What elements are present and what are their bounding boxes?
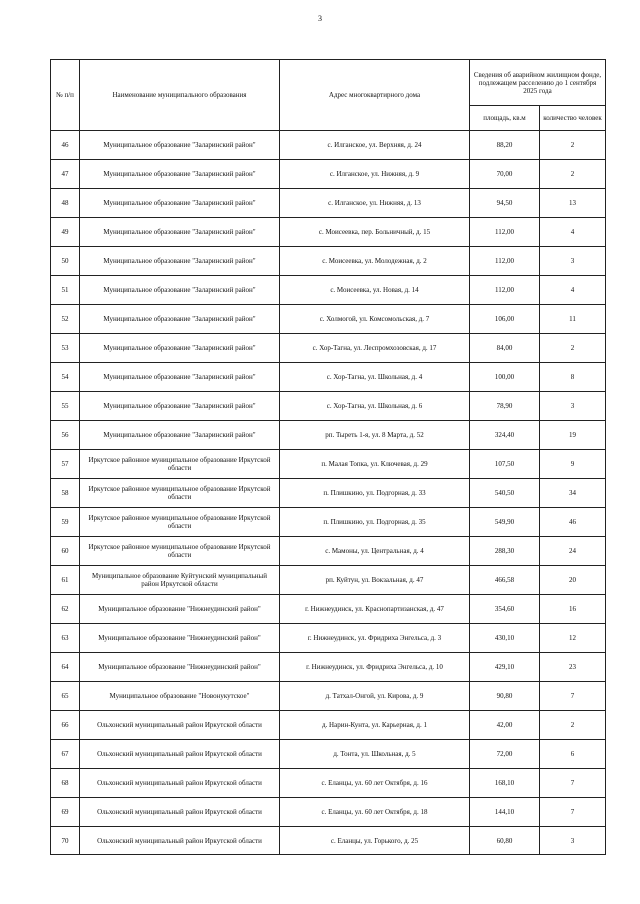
cell-municipality: Муниципальное образование "Заларинский район" — [80, 305, 280, 334]
cell-area: 466,58 — [470, 566, 540, 595]
cell-area: 88,20 — [470, 131, 540, 160]
cell-municipality: Иркутское районное муниципальное образование Иркутской области — [80, 508, 280, 537]
cell-area: 168,10 — [470, 769, 540, 798]
cell-address: г. Нижнеудинск, ул. Фридриха Энгельса, д. 10 — [280, 653, 470, 682]
cell-people: 2 — [540, 334, 606, 363]
cell-municipality: Муниципальное образование "Заларинский район" — [80, 363, 280, 392]
cell-address: п. Малая Топка, ул. Ключевая, д. 29 — [280, 450, 470, 479]
cell-area: 288,30 — [470, 537, 540, 566]
cell-area: 60,80 — [470, 827, 540, 855]
header-housing-info: Сведения об аварийном жилищном фонде, подлежащем расселению до 1 сентября 2025 года — [470, 60, 606, 106]
cell-municipality: Ольхонский муниципальный район Иркутской области — [80, 740, 280, 769]
cell-area: 106,00 — [470, 305, 540, 334]
cell-num: 67 — [51, 740, 80, 769]
cell-area: 354,60 — [470, 595, 540, 624]
cell-area: 42,00 — [470, 711, 540, 740]
cell-address: с. Моисеевка, пер. Больничный, д. 15 — [280, 218, 470, 247]
cell-address: д. Нарин-Кунта, ул. Карьерная, д. 1 — [280, 711, 470, 740]
cell-municipality: Муниципальное образование "Новонукутское" — [80, 682, 280, 711]
cell-num: 50 — [51, 247, 80, 276]
table-row — [51, 421, 606, 450]
cell-num: 48 — [51, 189, 80, 218]
cell-people: 2 — [540, 131, 606, 160]
table-row — [51, 189, 606, 218]
cell-area: 70,00 — [470, 160, 540, 189]
cell-people: 6 — [540, 740, 606, 769]
cell-area: 72,00 — [470, 740, 540, 769]
cell-people: 23 — [540, 653, 606, 682]
cell-address: д. Татхал-Онгой, ул. Кирова, д. 9 — [280, 682, 470, 711]
cell-num: 65 — [51, 682, 80, 711]
cell-area: 112,00 — [470, 247, 540, 276]
table-row — [51, 131, 606, 160]
cell-area: 112,00 — [470, 218, 540, 247]
table-row — [51, 798, 606, 827]
cell-people: 19 — [540, 421, 606, 450]
table-row — [51, 160, 606, 189]
cell-people: 24 — [540, 537, 606, 566]
table-row — [51, 624, 606, 653]
cell-num: 56 — [51, 421, 80, 450]
cell-municipality: Ольхонский муниципальный район Иркутской области — [80, 798, 280, 827]
cell-area: 429,10 — [470, 653, 540, 682]
cell-num: 64 — [51, 653, 80, 682]
page-number: 3 — [318, 14, 322, 23]
table-row — [51, 711, 606, 740]
cell-address: рп. Куйтун, ул. Вокзальная, д. 47 — [280, 566, 470, 595]
cell-area: 90,80 — [470, 682, 540, 711]
cell-num: 49 — [51, 218, 80, 247]
cell-area: 107,50 — [470, 450, 540, 479]
cell-num: 69 — [51, 798, 80, 827]
cell-area: 78,90 — [470, 392, 540, 421]
cell-address: д. Тонта, ул. Школьная, д. 5 — [280, 740, 470, 769]
cell-area: 94,50 — [470, 189, 540, 218]
table-row — [51, 682, 606, 711]
header-municipality: Наименование муниципального образования — [80, 60, 280, 131]
cell-people: 4 — [540, 276, 606, 305]
cell-address: с. Илганское, ул. Верхняя, д. 24 — [280, 131, 470, 160]
cell-people: 3 — [540, 247, 606, 276]
cell-area: 549,90 — [470, 508, 540, 537]
table-row — [51, 218, 606, 247]
header-num: № п/п — [51, 60, 80, 131]
cell-municipality: Иркутское районное муниципальное образование Иркутской области — [80, 479, 280, 508]
cell-municipality: Муниципальное образование "Нижнеудинский район" — [80, 624, 280, 653]
cell-area: 324,40 — [470, 421, 540, 450]
cell-num: 66 — [51, 711, 80, 740]
cell-num: 62 — [51, 595, 80, 624]
cell-people: 20 — [540, 566, 606, 595]
cell-address: п. Плишкино, ул. Подгорная, д. 33 — [280, 479, 470, 508]
table-row — [51, 450, 606, 479]
cell-num: 68 — [51, 769, 80, 798]
cell-people: 3 — [540, 392, 606, 421]
cell-num: 54 — [51, 363, 80, 392]
cell-people: 9 — [540, 450, 606, 479]
cell-people: 3 — [540, 827, 606, 855]
cell-address: с. Еланцы, ул. 60 лет Октября, д. 18 — [280, 798, 470, 827]
cell-address: с. Еланцы, ул. 60 лет Октября, д. 16 — [280, 769, 470, 798]
table-row — [51, 566, 606, 595]
cell-municipality: Иркутское районное муниципальное образование Иркутской области — [80, 450, 280, 479]
cell-num: 60 — [51, 537, 80, 566]
cell-municipality: Ольхонский муниципальный район Иркутской области — [80, 769, 280, 798]
cell-address: с. Хор-Тагна, ул. Школьная, д. 4 — [280, 363, 470, 392]
table-row — [51, 653, 606, 682]
cell-address: с. Моисеевка, ул. Новая, д. 14 — [280, 276, 470, 305]
header-address: Адрес многоквартирного дома — [280, 60, 470, 131]
cell-address: с. Холмогой, ул. Комсомольская, д. 7 — [280, 305, 470, 334]
cell-address: г. Нижнеудинск, ул. Фридриха Энгельса, д. 3 — [280, 624, 470, 653]
cell-people: 2 — [540, 160, 606, 189]
cell-address: с. Илганское, ул. Нижняя, д. 9 — [280, 160, 470, 189]
cell-num: 47 — [51, 160, 80, 189]
cell-municipality: Муниципальное образование "Заларинский район" — [80, 189, 280, 218]
cell-num: 70 — [51, 827, 80, 855]
cell-num: 52 — [51, 305, 80, 334]
cell-people: 16 — [540, 595, 606, 624]
cell-municipality: Иркутское районное муниципальное образование Иркутской области — [80, 537, 280, 566]
cell-num: 59 — [51, 508, 80, 537]
cell-people: 11 — [540, 305, 606, 334]
cell-address: г. Нижнеудинск, ул. Краснопартизанская, д. 47 — [280, 595, 470, 624]
table-body — [51, 131, 606, 855]
cell-municipality: Муниципальное образование "Заларинский район" — [80, 131, 280, 160]
cell-people: 13 — [540, 189, 606, 218]
cell-num: 58 — [51, 479, 80, 508]
cell-area: 430,10 — [470, 624, 540, 653]
cell-num: 53 — [51, 334, 80, 363]
cell-address: с. Хор-Тагна, ул. Леспромхозовская, д. 17 — [280, 334, 470, 363]
cell-people: 7 — [540, 769, 606, 798]
cell-area: 112,00 — [470, 276, 540, 305]
cell-municipality: Муниципальное образование "Заларинский район" — [80, 160, 280, 189]
cell-people: 8 — [540, 363, 606, 392]
cell-people: 4 — [540, 218, 606, 247]
header-people: количество человек — [540, 106, 606, 131]
cell-municipality: Ольхонский муниципальный район Иркутской области — [80, 711, 280, 740]
cell-municipality: Муниципальное образование "Заларинский район" — [80, 334, 280, 363]
cell-area: 144,10 — [470, 798, 540, 827]
cell-municipality: Муниципальное образование "Нижнеудинский район" — [80, 595, 280, 624]
table-row — [51, 392, 606, 421]
cell-address: с. Еланцы, ул. Горького, д. 25 — [280, 827, 470, 855]
table-row — [51, 479, 606, 508]
cell-num: 55 — [51, 392, 80, 421]
emergency-housing-table — [50, 59, 606, 855]
table-row — [51, 537, 606, 566]
cell-area: 84,00 — [470, 334, 540, 363]
table-header-row — [51, 60, 606, 106]
cell-municipality: Муниципальное образование Куйтунский муниципальный район Иркутской области — [80, 566, 280, 595]
cell-people: 12 — [540, 624, 606, 653]
cell-municipality: Муниципальное образование "Заларинский район" — [80, 421, 280, 450]
table-row — [51, 334, 606, 363]
cell-num: 57 — [51, 450, 80, 479]
cell-area: 100,00 — [470, 363, 540, 392]
cell-address: рп. Тыреть 1-я, ул. 8 Марта, д. 52 — [280, 421, 470, 450]
table-row — [51, 740, 606, 769]
table-row — [51, 827, 606, 855]
cell-municipality: Муниципальное образование "Нижнеудинский район" — [80, 653, 280, 682]
cell-people: 2 — [540, 711, 606, 740]
cell-municipality: Муниципальное образование "Заларинский район" — [80, 247, 280, 276]
cell-address: с. Хор-Тагна, ул. Школьная, д. 6 — [280, 392, 470, 421]
cell-address: с. Моисеевка, ул. Молодежная, д. 2 — [280, 247, 470, 276]
table-row — [51, 276, 606, 305]
table-row — [51, 247, 606, 276]
cell-people: 7 — [540, 682, 606, 711]
table-row — [51, 508, 606, 537]
cell-address: п. Плишкино, ул. Подгорная, д. 35 — [280, 508, 470, 537]
cell-municipality: Муниципальное образование "Заларинский район" — [80, 276, 280, 305]
cell-area: 540,50 — [470, 479, 540, 508]
header-area: площадь, кв.м — [470, 106, 540, 131]
table-row — [51, 595, 606, 624]
cell-people: 46 — [540, 508, 606, 537]
cell-people: 7 — [540, 798, 606, 827]
cell-address: с. Илганское, ул. Нижняя, д. 13 — [280, 189, 470, 218]
cell-address: с. Мамоны, ул. Центральная, д. 4 — [280, 537, 470, 566]
cell-people: 34 — [540, 479, 606, 508]
table-row — [51, 769, 606, 798]
cell-num: 51 — [51, 276, 80, 305]
cell-municipality: Муниципальное образование "Заларинский район" — [80, 218, 280, 247]
table-row — [51, 305, 606, 334]
cell-num: 63 — [51, 624, 80, 653]
cell-municipality: Муниципальное образование "Заларинский район" — [80, 392, 280, 421]
table-row — [51, 363, 606, 392]
cell-municipality: Ольхонский муниципальный район Иркутской области — [80, 827, 280, 855]
cell-num: 61 — [51, 566, 80, 595]
cell-num: 46 — [51, 131, 80, 160]
